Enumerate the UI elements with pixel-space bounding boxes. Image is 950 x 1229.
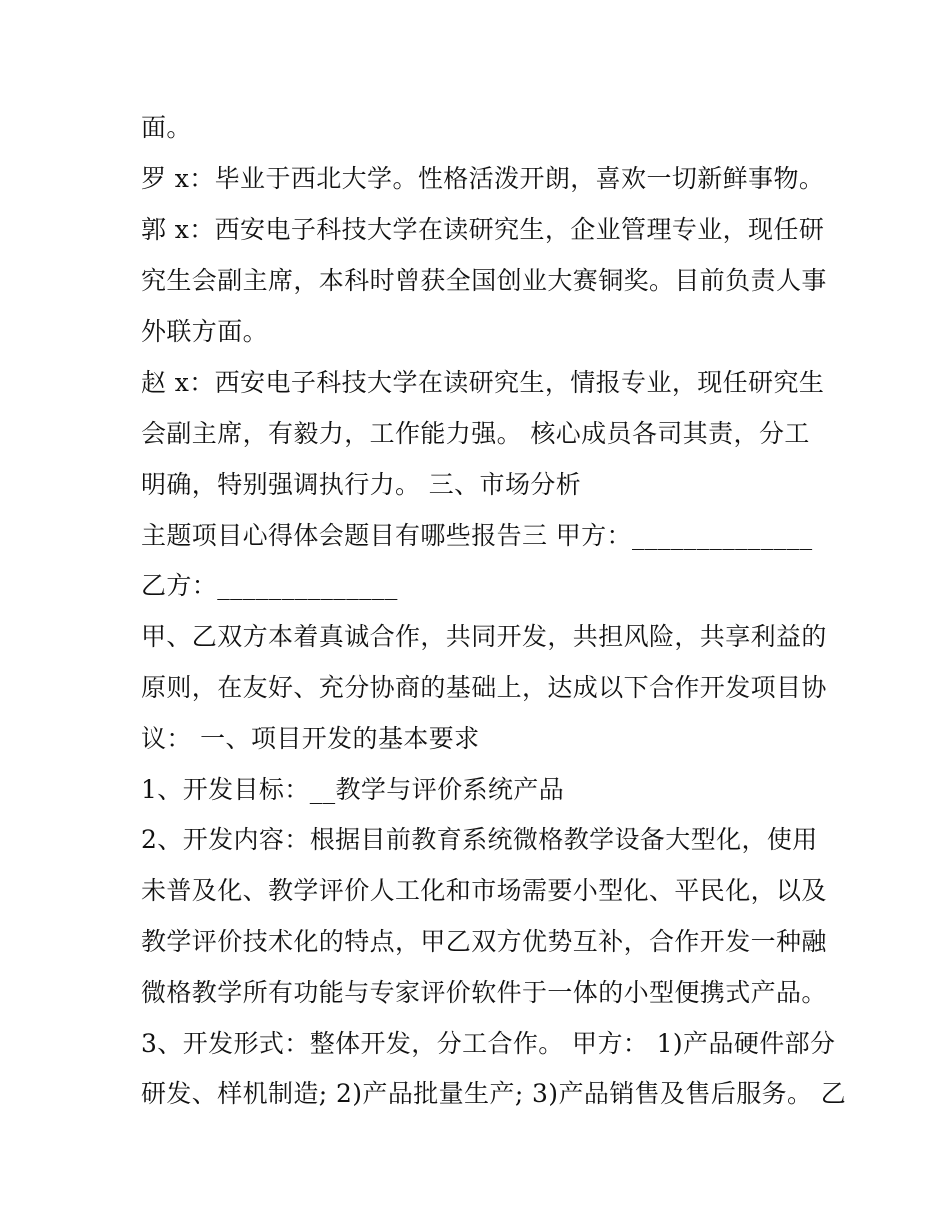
text-line: 乙方：______________ bbox=[141, 571, 398, 600]
text-line: 甲、乙双方本着真诚合作，共同开发，共担风险，共享利益的 bbox=[141, 622, 827, 651]
text-line: 未普及化、教学评价人工化和市场需要小型化、平民化，以及 bbox=[141, 876, 827, 905]
text-line: 会副主席，有毅力，工作能力强。 核心成员各司其责，分工 bbox=[141, 419, 810, 448]
text-line: 主题项目心得体会题目有哪些报告三 甲方：______________ bbox=[141, 521, 813, 550]
text-line: 究生会副主席，本科时曾获全国创业大赛铜奖。目前负责人事 bbox=[141, 266, 827, 295]
text-line: 郭 x：西安电子科技大学在读研究生，企业管理专业，现任研 bbox=[141, 215, 825, 244]
text-line: 明确，特别强调执行力。 三、市场分析 bbox=[141, 470, 582, 499]
text-line: 研发、样机制造; 2)产品批量生产; 3)产品销售及售后服务。 乙 bbox=[141, 1079, 847, 1108]
text-line: 面。 bbox=[141, 113, 192, 142]
text-line: 外联方面。 bbox=[141, 317, 269, 346]
text-line: 议： 一、项目开发的基本要求 bbox=[141, 724, 480, 753]
text-line: 1、开发目标：__教学与评价系统产品 bbox=[141, 775, 565, 804]
text-line: 微格教学所有功能与专家评价软件于一体的小型便携式产品。 bbox=[141, 978, 827, 1007]
text-line: 3、开发形式：整体开发，分工合作。 甲方： 1)产品硬件部分 bbox=[141, 1029, 836, 1058]
text-line: 原则，在友好、充分协商的基础上，达成以下合作开发项目协 bbox=[141, 673, 827, 702]
text-line: 2、开发内容：根据目前教育系统微格教学设备大型化，使用 bbox=[141, 825, 818, 854]
text-line: 罗 x：毕业于西北大学。性格活泼开朗，喜欢一切新鲜事物。 bbox=[141, 164, 825, 193]
text-line: 赵 x：西安电子科技大学在读研究生，情报专业，现任研究生 bbox=[141, 368, 825, 397]
text-line: 教学评价技术化的特点，甲乙双方优势互补，合作开发一种融 bbox=[141, 927, 827, 956]
